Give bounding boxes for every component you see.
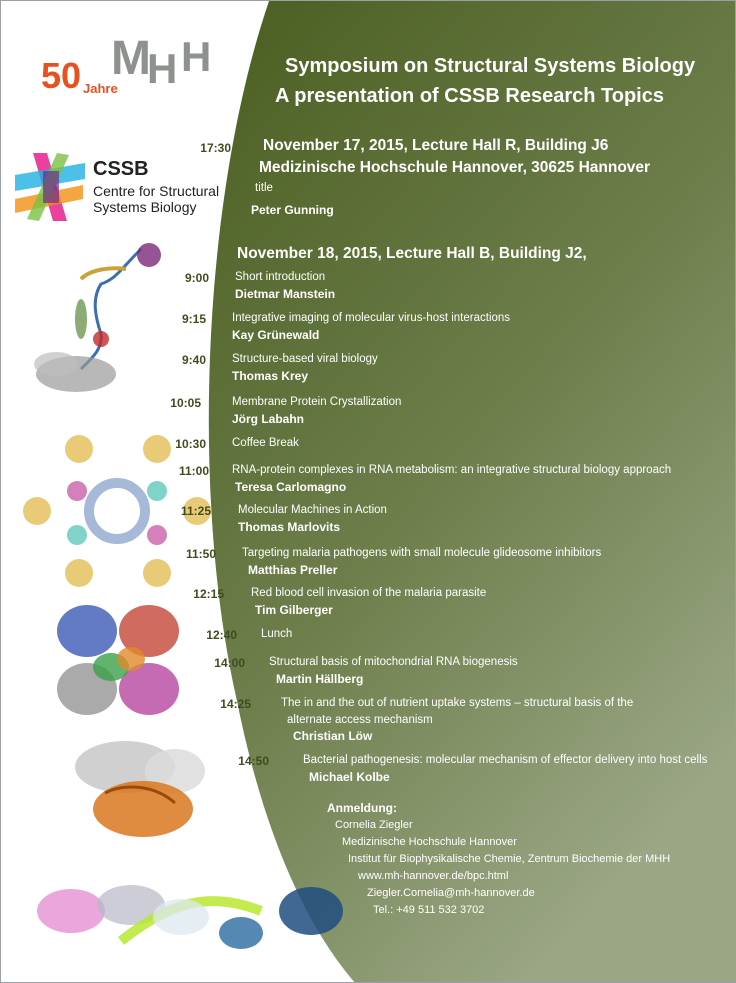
- day1-talk-title: title: [255, 182, 273, 194]
- logo-50: 50: [41, 55, 82, 96]
- schedule-talk-title: Integrative imaging of molecular virus-host interactions: [232, 312, 511, 324]
- registration-email: Ziegler.Cornelia@mh-hannover.de: [367, 887, 535, 899]
- schedule-talk-title: Molecular Machines in Action: [238, 504, 387, 516]
- day1-header-date: November 17, 2015, Lecture Hall R, Building J6: [263, 137, 609, 154]
- protein-structure-image-4: [65, 733, 215, 843]
- schedule-time: 14:50: [238, 754, 269, 768]
- schedule-speaker: Michael Kolbe: [309, 770, 390, 784]
- schedule-speaker: Teresa Carlomagno: [235, 480, 347, 494]
- logo-mhh-h2: H: [181, 33, 210, 80]
- day1-speaker: Peter Gunning: [251, 203, 334, 217]
- symposium-title: Symposium on Structural Systems Biology: [285, 55, 696, 77]
- schedule-speaker: Martin Hällberg: [276, 672, 364, 686]
- schedule-speaker: Christian Löw: [293, 729, 373, 743]
- registration-institute: Institut für Biophysikalische Chemie, Zentrum Biochemie der MHH: [348, 853, 671, 865]
- logo-mhh-m: M: [111, 32, 149, 85]
- schedule-speaker: Thomas Marlovits: [238, 520, 341, 534]
- schedule-time: 9:00: [184, 271, 209, 285]
- schedule-talk-title: Bacterial pathogenesis: molecular mechanism of effector delivery into host cells: [303, 754, 708, 766]
- logo-jahre: Jahre: [83, 81, 118, 96]
- schedule-time: 9:40: [181, 353, 206, 367]
- schedule-time: 10:05: [170, 396, 201, 410]
- registration-org: Medizinische Hochschule Hannover: [342, 836, 517, 848]
- schedule-talk-title: Structural basis of mitochondrial RNA biogenesis: [269, 656, 518, 668]
- schedule-talk-title: Membrane Protein Crystallization: [232, 396, 402, 408]
- schedule-speaker: Jörg Labahn: [232, 412, 305, 426]
- schedule-speaker: Matthias Preller: [248, 563, 338, 577]
- schedule-talk-title-line2: alternate access mechanism: [287, 714, 433, 726]
- schedule-time: 11:00: [178, 464, 209, 478]
- logo-mhh-h1: H: [147, 45, 176, 92]
- schedule-talk-title: Structure-based viral biology: [232, 353, 378, 365]
- registration-tel: Tel.: +49 511 532 3702: [373, 904, 485, 916]
- cssb-logo-name: CSSB: [93, 158, 149, 180]
- schedule-talk-title: RNA-protein complexes in RNA metabolism: an integrative structural biology approach: [232, 464, 672, 476]
- schedule-talk-title: Lunch: [261, 628, 293, 640]
- schedule-talk-title: Coffee Break: [232, 437, 299, 449]
- symposium-subtitle: A presentation of CSSB Research Topics: [275, 85, 664, 107]
- schedule-talk-title: Red blood cell invasion of the malaria parasite: [251, 587, 487, 599]
- schedule-time: 12:15: [193, 587, 224, 601]
- schedule-talk-title: Targeting malaria pathogens with small molecule glideosome inhibitors: [242, 547, 602, 559]
- schedule-speaker: Kay Grünewald: [232, 328, 320, 342]
- schedule-speaker: Dietmar Manstein: [235, 287, 336, 301]
- protein-structure-image-5: [31, 871, 351, 961]
- day2-header: November 18, 2015, Lecture Hall B, Building J2,: [237, 245, 587, 262]
- schedule-time: 9:15: [181, 312, 206, 326]
- schedule-time: 12:40: [206, 628, 237, 642]
- schedule-time: 14:00: [214, 656, 245, 670]
- cssb-logo-icon: [13, 151, 87, 223]
- schedule-speaker: Tim Gilberger: [255, 603, 333, 617]
- schedule-time: 14:25: [220, 697, 251, 711]
- cssb-logo-line2: Systems Biology: [93, 199, 197, 215]
- schedule-time: 10:30: [175, 437, 206, 451]
- day1-header-address: Medizinische Hochschule Hannover, 30625 Hannover: [259, 159, 651, 176]
- schedule-talk-title: The in and the out of nutrient uptake systems – structural basis of the: [281, 697, 634, 709]
- registration-url: www.mh-hannover.de/bpc.html: [358, 870, 509, 882]
- schedule-speaker: Thomas Krey: [232, 369, 309, 383]
- registration-name: Cornelia Ziegler: [335, 819, 413, 831]
- registration-label: Anmeldung:: [327, 801, 397, 815]
- schedule-talk-title: Short introduction: [235, 271, 326, 283]
- protein-structure-image-3: [49, 597, 189, 727]
- cssb-logo-line1: Centre for Structural: [93, 183, 220, 199]
- schedule-time: 11:50: [185, 547, 216, 561]
- schedule-time: 11:25: [180, 504, 211, 518]
- day1-time: 17:30: [200, 141, 231, 155]
